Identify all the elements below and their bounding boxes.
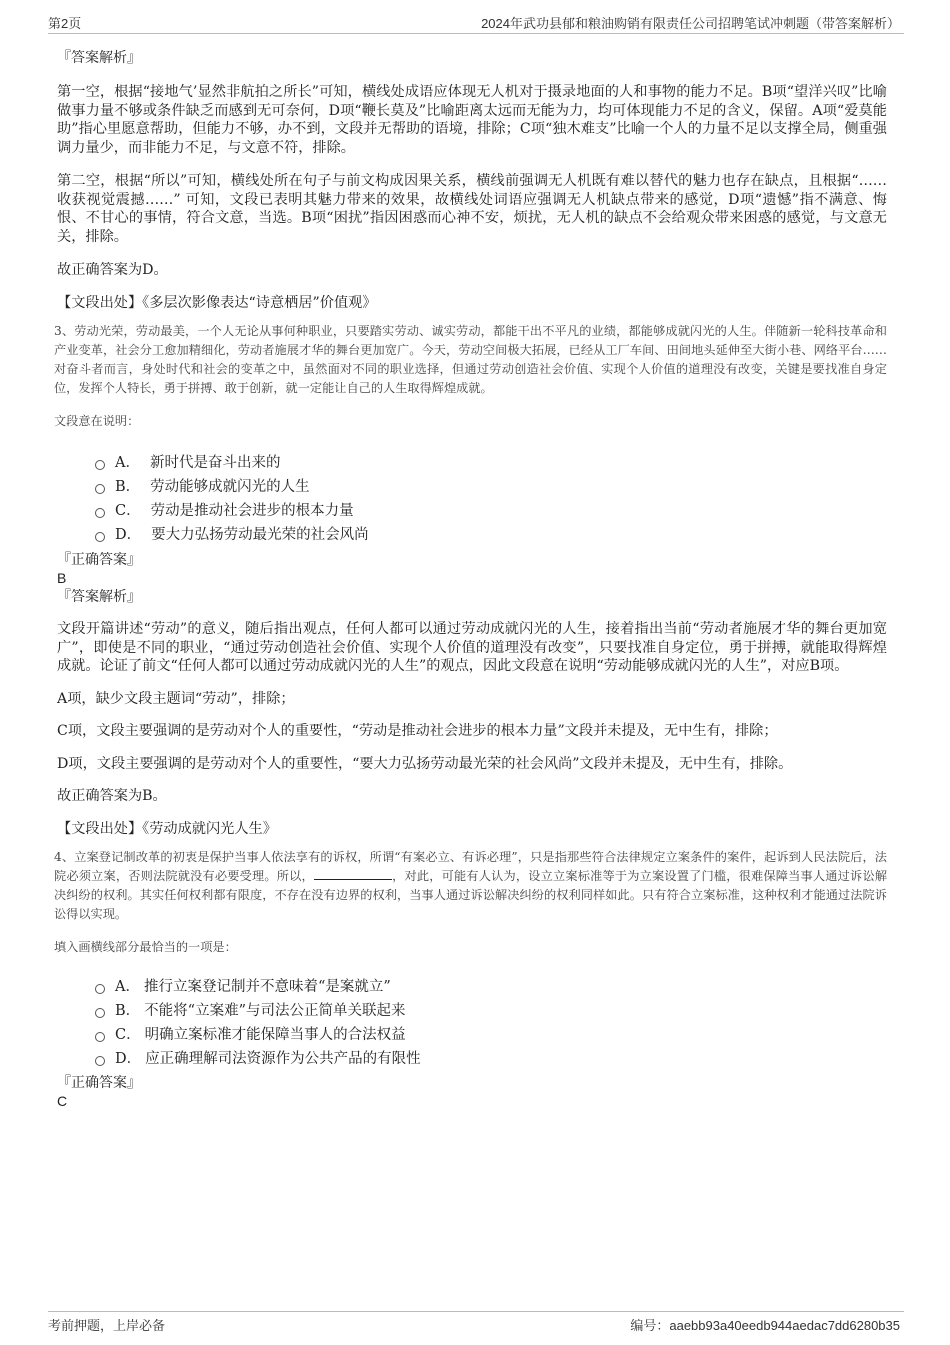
radio-icon[interactable] bbox=[95, 1008, 105, 1018]
q3-prompt: 文段意在说明： bbox=[54, 414, 140, 428]
footer-slogan: 考前押题，上岸必备 bbox=[48, 1318, 166, 1333]
q3-conclusion: 故正确答案为B。 bbox=[57, 788, 167, 804]
q4-stem: 4、立案登记制改革的初衷是保护当事人依法享有的诉权，所谓“有案必立、有诉必理”，只是指那些符合法律规定立案条件的案件，起诉到人民法院后，法院必须立案，否则法院就没有必要受理。所以， ，对此，可能有人认为，设立立案标准等于为立案设置了门槛，很难保障当事人通过诉讼解决纠纷的权利。其实任何权利都有限度，不存在没有边界的权利，当事人通过诉讼解决纠纷的权利同样如此。只有符合立案标准，这种权利才能通过法院诉讼得以实现。 bbox=[54, 850, 888, 921]
q3-option-c[interactable]: C． 劳动是推动社会进步的根本力量 bbox=[95, 499, 887, 523]
q4-correct-answer: C bbox=[57, 1093, 68, 1109]
q3-analysis-label: 『答案解析』 bbox=[57, 589, 141, 605]
q4-correct-label: 『正确答案』 bbox=[57, 1075, 141, 1091]
radio-icon[interactable] bbox=[95, 1032, 105, 1042]
q3-analysis-para1: 文段开篇讲述“劳动”的意义，随后指出观点，任何人都可以通过劳动成就闪光的人生，接着指出当前“劳动者施展才华的舞台更加宽广”，即使是不同的职业，“通过劳动创造社会价值、实现个人价值的道理没有改变”，只要找准自身定位，勇于拼搏，就能取得辉煌成就。论证了前文“任何人都可以通过劳动成就闪光的人生”的观点，因此文段意在说明“劳动能够成就闪光的人生”，对应B项。 bbox=[57, 621, 887, 674]
q3-analysis-para2: A项，缺少文段主题词“劳动”，排除； bbox=[57, 690, 295, 707]
q3-analysis-para3: C项，文段主要强调的是劳动对个人的重要性，“劳动是推动社会进步的根本力量”文段并未提及，无中生有，排除； bbox=[57, 723, 778, 739]
document-code: 编号：aaebb93a40eedb944aedac7dd6280b35 bbox=[630, 1318, 900, 1333]
radio-icon[interactable] bbox=[95, 460, 105, 470]
q2-source: 【文段出处】《多层次影像表达“诗意栖居”价值观》 bbox=[57, 294, 377, 311]
q3-option-b[interactable]: B． 劳动能够成就闪光的人生 bbox=[95, 475, 887, 499]
page-footer bbox=[48, 1311, 904, 1333]
q2-conclusion: 故正确答案为D。 bbox=[57, 262, 168, 278]
radio-icon[interactable] bbox=[95, 1056, 105, 1066]
q4-option-c[interactable]: C． 明确立案标准才能保障当事人的合法权益 bbox=[95, 1023, 887, 1047]
fill-blank bbox=[314, 867, 392, 880]
q3-stem: 3、劳动光荣，劳动最美，一个人无论从事何种职业，只要踏实劳动、诚实劳动，都能干出不平凡的业绩，都能够成就闪光的人生。伴随新一轮科技革命和产业变革，社会分工愈加精细化，劳动者施展才华的舞台更加宽广。今天，劳动空间极大拓展，已经从工厂车间、田间地头延伸至大街小巷、网络平台……对奋斗者而言，身处时代和社会的变革之中，虽然面对不同的职业选择，但通过劳动创造社会价值、实现个人价值的道理没有改变，关键是要找准自身定位，发挥个人特长，勇于拼搏、敢于创新，就一定能让自己的人生取得辉煌成就。 bbox=[54, 324, 887, 395]
q4-option-b[interactable]: B． 不能将“立案难”与司法公正简单关联起来 bbox=[95, 999, 887, 1023]
q3-correct-label: 『正确答案』 bbox=[57, 552, 141, 568]
q3-options bbox=[57, 451, 887, 547]
q2-analysis-para1: 第一空，根据“接地气’显然非航拍之所长”可知，横线处成语应体现无人机对于摄录地面的人和事物的能力不足。B项“望洋兴叹”比喻做事力量不够或条件缺乏而感到无可奈何，D项“鞭长莫及”比喻距离太远而无能为力，均可体现能力不足的含义，保留。A项“爱莫能助”指心里愿意帮助，但能力不够，办不到，文段并无帮助的语境，排除；C项“独木难支”比喻一个人的力量不足以支撑全局，侧重强调力量少，而非能力不足，与文意不符，排除。 bbox=[57, 84, 887, 156]
q3-option-d[interactable]: D． 要大力弘扬劳动最光荣的社会风尚 bbox=[95, 523, 887, 547]
q4-options bbox=[57, 975, 887, 1071]
page-number: 第2页 bbox=[48, 16, 82, 31]
page-content bbox=[54, 46, 888, 1110]
radio-icon[interactable] bbox=[95, 484, 105, 494]
q3-option-a[interactable]: A． 新时代是奋斗出来的 bbox=[95, 451, 887, 475]
q4-option-d[interactable]: D． 应正确理解司法资源作为公共产品的有限性 bbox=[95, 1047, 887, 1071]
page-header bbox=[48, 13, 904, 34]
q3-analysis-para4: D项，文段主要强调的是劳动对个人的重要性，“要大力弘扬劳动最光荣的社会风尚”文段并未提及，无中生有，排除。 bbox=[57, 755, 793, 772]
radio-icon[interactable] bbox=[95, 532, 105, 542]
radio-icon[interactable] bbox=[95, 508, 105, 518]
q3-correct-answer: B bbox=[57, 570, 67, 586]
q3-source: 【文段出处】《劳动成就闪光人生》 bbox=[57, 820, 277, 837]
q4-option-a[interactable]: A． 推行立案登记制并不意味着“是案就立” bbox=[95, 975, 887, 999]
q2-analysis-label: 『答案解析』 bbox=[57, 50, 141, 66]
document-title: 2024年武功县郁和粮油购销有限责任公司招聘笔试冲刺题（带答案解析） bbox=[481, 16, 900, 31]
q4-prompt: 填入画横线部分最恰当的一项是： bbox=[54, 940, 237, 954]
q2-analysis-para2: 第二空，根据“所以”可知，横线处所在句子与前文构成因果关系，横线前强调无人机既有难以替代的魅力也存在缺点，且根据“……收获视觉震撼……” 可知，文段已表明其魅力带来的效果，故横线处词语应强调无人机缺点带来的感觉，D项“遗憾”指不满意、悔恨、不甘心的事情，符合文意，当选。B项“困扰”指因困惑而心神不安，烦扰，无人机的缺点不会给观众带来困惑的感觉，与文意无关，排除。 bbox=[57, 173, 887, 245]
radio-icon[interactable] bbox=[95, 984, 105, 994]
